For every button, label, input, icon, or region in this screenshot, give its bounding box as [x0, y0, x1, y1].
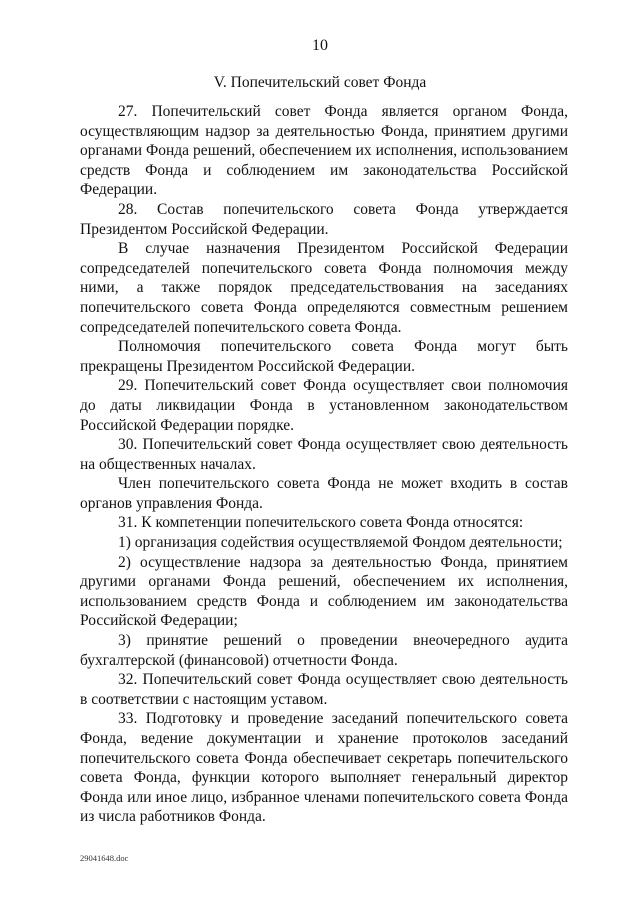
document-body: [80, 102, 568, 827]
paragraph-30-membership: Член попечительского совета Фонда не может входить в состав органов управления Фонда.: [80, 475, 568, 512]
section-title: V. Попечительский совет Фонда: [213, 74, 427, 91]
paragraph-31-item-1: 1) организация содействия осуществляемой Фондом деятельности;: [118, 534, 563, 552]
paragraph-30: 30. Попечительский совет Фонда осуществляет свою деятельность на общественных началах.: [80, 436, 568, 473]
document-code: 29041648.doc: [80, 853, 129, 863]
paragraph-28: 28. Состав попечительского совета Фонда утверждается Президентом Российской Федерации.: [80, 200, 568, 238]
paragraph-27: 27. Попечительский совет Фонда является органом Фонда, осуществляющим надзор за деятельностью Фонда, принятием другими органами Фонда решений, обеспечением их исполнения, использованием средств Фонда и соблюдением им законодательства Российской Федерации.: [80, 103, 568, 199]
paragraph-33: 33. Подготовку и проведение заседаний попечительского совета Фонда, ведение документации и хранение протоколов заседаний попечительского совета Фонда обеспечивает секретарь попечительского совета Фонда, функции которого выполняет генеральный директор Фонда или иное лицо, избранное членами попечительского совета Фонда из числа работников Фонда.: [80, 710, 568, 826]
paragraph-29: 29. Попечительский совет Фонда осуществляет свои полномочия до даты ликвидации Фонда в установленном законодательством Российской Федерации порядке.: [80, 377, 568, 434]
paragraph-31-item-3: 3) принятие решений о проведении внеочередного аудита бухгалтерской (финансовой) отчетности Фонда.: [80, 632, 568, 669]
page-number: 10: [312, 37, 328, 54]
paragraph-31-item-2: 2) осуществление надзора за деятельностью Фонда, принятием другими органами Фонда решений, обеспечением их исполнения, использованием средств Фонда и соблюдением им законодательства Российской Федерации;: [80, 553, 568, 630]
paragraph-31: 31. К компетенции попечительского совета Фонда относятся:: [118, 514, 524, 532]
paragraph-28-termination: Полномочия попечительского совета Фонда могут быть прекращены Президентом Российской Федерации.: [80, 338, 568, 375]
paragraph-28-cochairs: В случае назначения Президентом Российской Федерации сопредседателей попечительского совета Фонда полномочия между ними, а также порядок председательствования на заседаниях попечительского совета Фонда определяются совместным решением сопредседателей попечительского совета Фонда.: [80, 240, 568, 336]
paragraph-32: 32. Попечительский совет Фонда осуществляет свою деятельность в соответствии с настоящим уставом.: [80, 671, 568, 708]
